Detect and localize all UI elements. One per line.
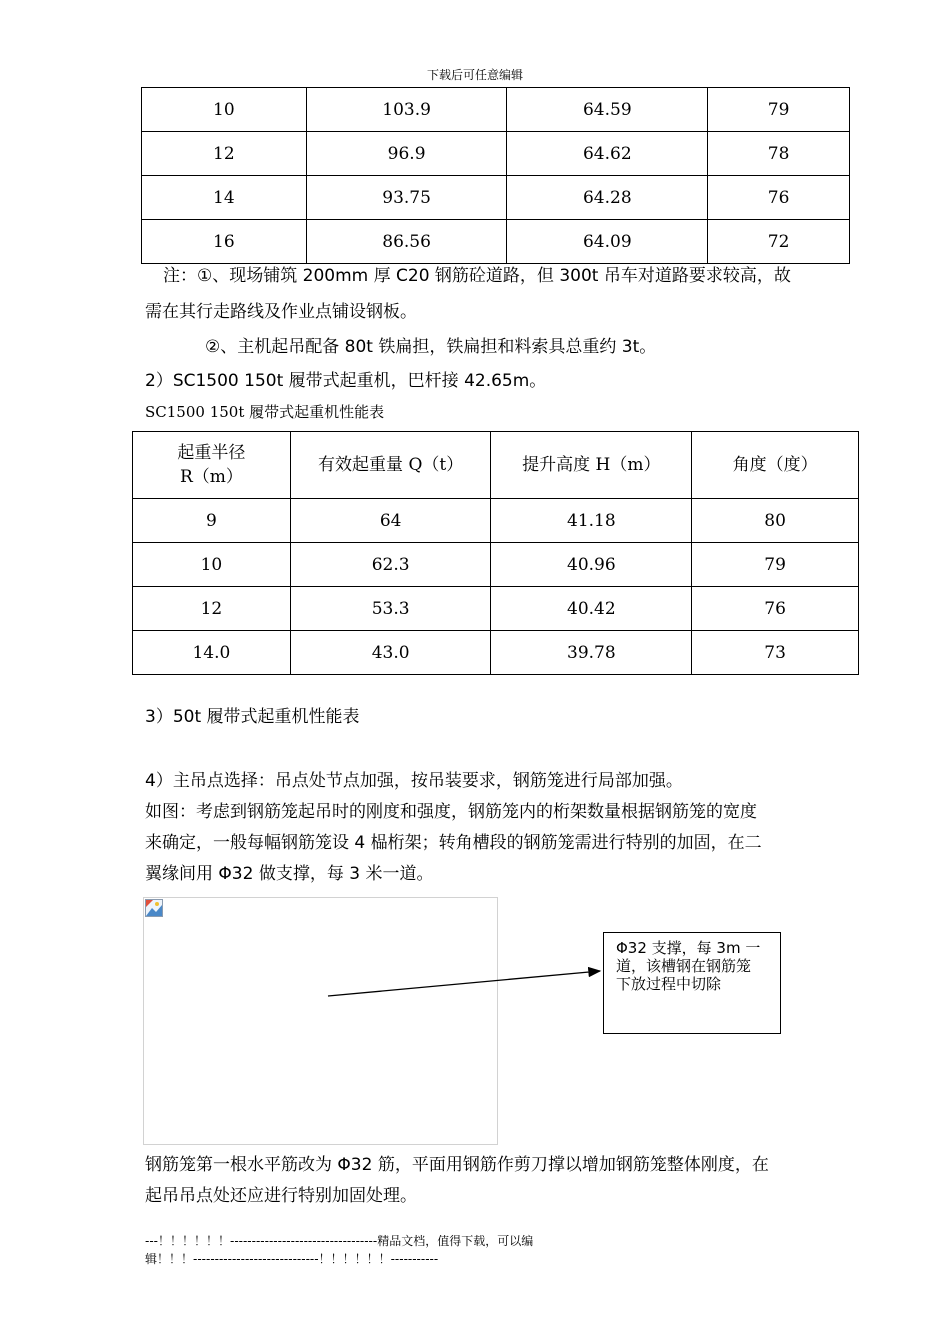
table-cell: 14 [142,176,307,220]
column-header-capacity: 有效起重量 Q（t） [290,432,491,499]
page-header: 下载后可任意编辑 [426,68,523,82]
table-cell: 79 [692,543,859,587]
callout-line-3: 下放过程中切除 [616,975,722,993]
table-cell: 43.0 [290,631,491,675]
table-cell: 64 [290,499,491,543]
table-cell: 103.9 [306,88,507,132]
column-header-radius-line-2: R（m） [179,467,243,487]
table-cell: 64.62 [507,132,708,176]
broken-image-icon [145,899,163,917]
section-4-line-2: 来确定，一般每幅钢筋笼设 4 榀桁架；转角槽段的钢筋笼需进行特别的加固，在二 [145,833,762,853]
table-cell: 40.42 [491,587,692,631]
column-header-height: 提升高度 H（m） [491,432,692,499]
section-2-heading: 2）SC1500 150t 履带式起重机，巴杆接 42.65m。 [145,371,547,391]
figure-callout-box [603,932,781,1034]
note-2: ②、主机起吊配备 80t 铁扁担，铁扁担和料索具总重约 3t。 [205,337,657,357]
table-cell: 40.96 [491,543,692,587]
table-cell: 86.56 [306,220,507,264]
table-cell: 9 [133,499,291,543]
table-cell: 16 [142,220,307,264]
table-performance-150t [132,431,859,675]
table-cell: 73 [692,631,859,675]
table-cell: 72 [708,220,850,264]
table-cell: 41.18 [491,499,692,543]
table-cell: 93.75 [306,176,507,220]
table-2-caption: SC1500 150t 履带式起重机性能表 [145,403,385,421]
table-cell: 14.0 [133,631,291,675]
table-cell: 62.3 [290,543,491,587]
table-row [142,88,850,132]
table-cell: 12 [133,587,291,631]
column-header-angle: 角度（度） [692,432,859,499]
table-cell: 64.28 [507,176,708,220]
footer-line-2: 辑！！！-----------------------------！！！！！！----------- [145,1252,439,1266]
callout-line-1: Φ32 支撑，每 3m 一 [616,939,761,957]
callout-arrow [320,960,610,1005]
table-cell: 80 [692,499,859,543]
table-cell: 64.09 [507,220,708,264]
section-3-heading: 3）50t 履带式起重机性能表 [145,707,360,727]
figure-image-placeholder [143,897,498,1145]
section-4-line-3: 翼缘间用 Φ32 做支撑，每 3 米一道。 [145,864,434,884]
table-cell: 96.9 [306,132,507,176]
table-row [142,176,850,220]
table-cell: 78 [708,132,850,176]
closing-line-1: 钢筋笼第一根水平筋改为 Φ32 筋，平面用钢筋作剪刀撑以增加钢筋笼整体刚度，在 [145,1155,769,1175]
table-header-row [133,432,859,499]
table-row [133,499,859,543]
callout-line-2: 道，该槽钢在钢筋笼 [616,957,752,975]
table-row [142,132,850,176]
table-cell: 10 [142,88,307,132]
table-row [142,220,850,264]
section-4-line-1: 如图：考虑到钢筋笼起吊时的刚度和强度，钢筋笼内的桁架数量根据钢筋笼的宽度 [145,802,757,822]
table-cell: 76 [692,587,859,631]
table-cell: 10 [133,543,291,587]
page-footer [145,1232,615,1268]
table-cell: 64.59 [507,88,708,132]
column-header-radius [133,432,291,499]
column-header-radius-line-1: 起重半径 [177,443,246,463]
note-1-line-2: 需在其行走路线及作业点铺设钢板。 [145,302,417,322]
section-4-heading: 4）主吊点选择：吊点处节点加强，按吊装要求，钢筋笼进行局部加强。 [145,771,683,791]
table-cell: 76 [708,176,850,220]
table-row [133,631,859,675]
closing-line-2: 起吊吊点处还应进行特别加固处理。 [145,1186,417,1206]
table-performance-300t-continued [141,87,850,264]
note-1-line-1: 注：①、现场铺筑 200mm 厚 C20 钢筋砼道路，但 300t 吊车对道路要求较高，故 [163,266,791,286]
table-cell: 53.3 [290,587,491,631]
table-cell: 12 [142,132,307,176]
table-cell: 39.78 [491,631,692,675]
table-row [133,587,859,631]
table-cell: 79 [708,88,850,132]
footer-line-1: ---！！！！！！----------------------------------精品文档，值得下载，可以编 [145,1234,534,1248]
table-row [133,543,859,587]
